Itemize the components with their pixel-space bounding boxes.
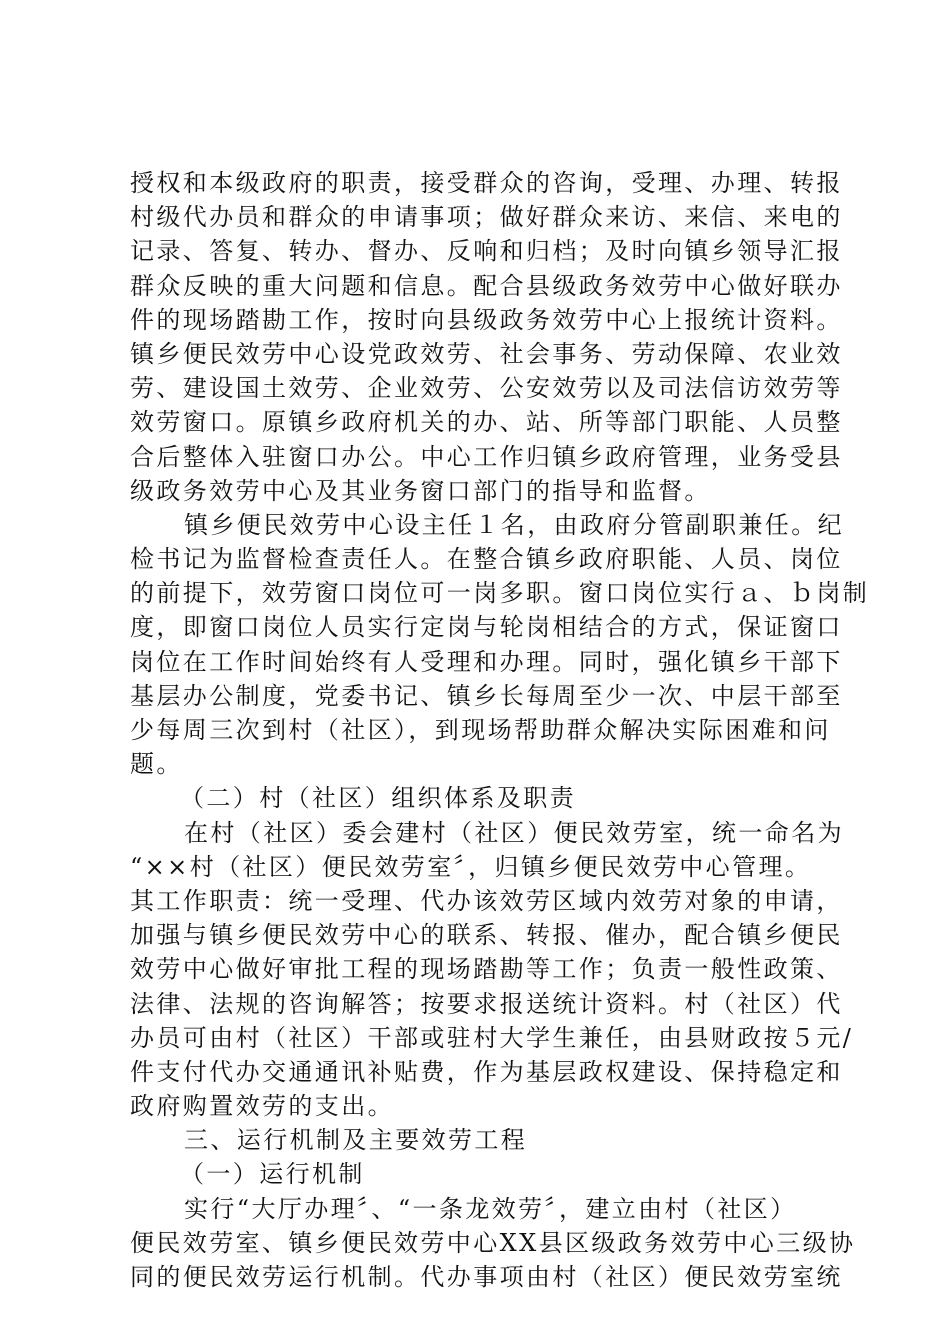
paragraph-line: 度，即窗口岗位人员实行定岗与轮岗相结合的方式，保证窗口 [130,613,843,642]
paragraph-line: 在村（社区）委会建村（社区）便民效劳室，统一命名为 [184,818,844,847]
paragraph-line: 检书记为监督检查责任人。在整合镇乡政府职能、人员、岗位 [130,545,843,574]
paragraph-line: 法律、法规的咨询解答；按要求报送统计资料。村（社区）代 [130,989,843,1018]
paragraph-line: 的前提下，效劳窗口岗位可一岗多职。窗口岗位实行ａ、ｂ岗制 [130,579,870,608]
paragraph-line: 便民效劳室、镇乡便民效劳中心XX县区级政务效劳中心三级协 [130,1228,856,1257]
paragraph-line: 效劳中心做好审批工程的现场踏勘等工作；负责一般性政策、 [130,955,843,984]
paragraph-line: 授权和本级政府的职责，接受群众的咨询，受理、办理、转报 [130,169,843,197]
paragraph-line: 加强与镇乡便民效劳中心的联系、转报、催办，配合镇乡便民 [130,921,843,950]
paragraph-line: 少每周三次到村（社区），到现场帮助群众解决实际困难和问 [130,716,831,744]
paragraph-line: 村级代办员和群众的申请事项；做好群众来访、来信、来电的 [130,203,843,232]
paragraph-line: 政府购置效劳的支出。 [130,1092,394,1121]
paragraph-line: 劳、建设国土效劳、企业效劳、公安效劳以及司法信访效劳等 [130,374,843,403]
paragraph-line: 效劳窗口。原镇乡政府机关的办、站、所等部门职能、人员整 [130,408,843,437]
paragraph-line: 题。 [130,750,183,779]
paragraph-line: “××村（社区）便民效劳室〞，归镇乡便民效劳中心管理。 [130,852,812,881]
paragraph-line: 同的便民效劳运行机制。代办事项由村（社区）便民效劳室统 [130,1263,843,1291]
paragraph-line: 件的现场踏勘工作，按时向县级政务效劳中心上报统计资料。 [130,305,843,334]
section-heading: （二）村（社区）组织体系及职责 [180,784,576,813]
paragraph-line: 记录、答复、转办、督办、反响和归档；及时向镇乡领导汇报 [130,237,843,266]
paragraph-line: 镇乡便民效劳中心设主任１名，由政府分管副职兼任。纪 [184,510,844,539]
paragraph-line: 群众反映的重大问题和信息。配合县级政务效劳中心做好联办 [130,271,843,300]
paragraph-line: 级政务效劳中心及其业务窗口部门的指导和监督。 [130,476,711,505]
paragraph-line: 实行“大厅办理〞、“一条龙效劳〞，建立由村（社区） [184,1194,797,1223]
paragraph-line: 基层办公制度，党委书记、镇乡长每周至少一次、中层干部至 [130,681,843,710]
document-body [130,166,870,1294]
paragraph-line: 镇乡便民效劳中心设党政效劳、社会事务、劳动保障、农业效 [130,339,843,368]
section-heading: 三、运行机制及主要效劳工程 [184,1126,528,1155]
paragraph-line: 合后整体入驻窗口办公。中心工作归镇乡政府管理，业务受县 [130,442,843,471]
paragraph-line: 其工作职责：统一受理、代办该效劳区域内效劳对象的申请， [130,886,843,915]
paragraph-line: 岗位在工作时间始终有人受理和办理。同时，强化镇乡干部下 [130,647,843,676]
paragraph-line: 件支付代办交通通讯补贴费，作为基层政权建设、保持稳定和 [130,1057,843,1086]
section-heading: （一）运行机制 [180,1160,365,1189]
paragraph-line: 办员可由村（社区）干部或驻村大学生兼任，由县财政按５元/ [130,1023,854,1052]
